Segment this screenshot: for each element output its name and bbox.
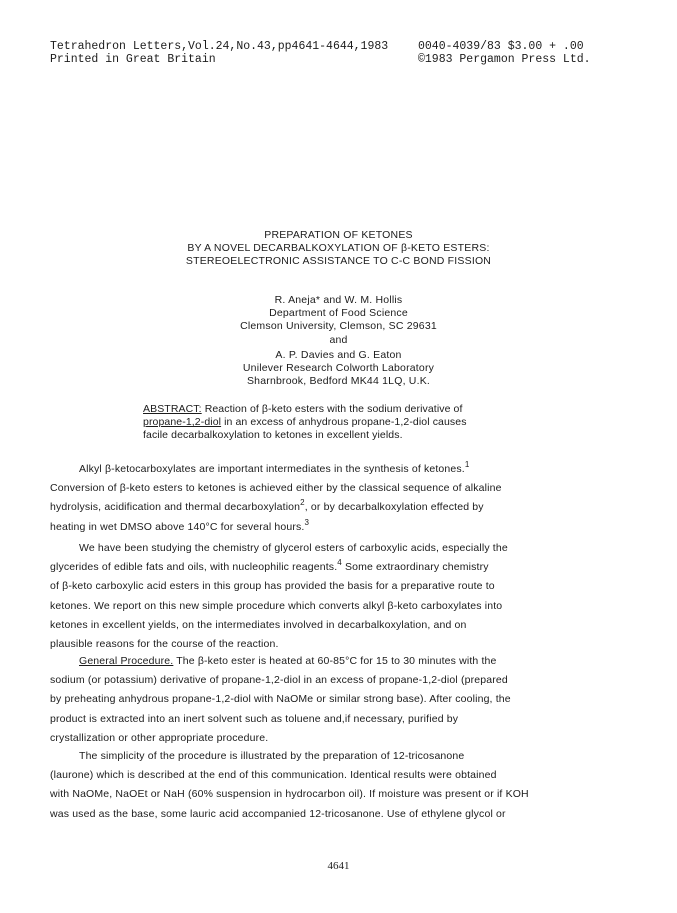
- journal-citation: Tetrahedron Letters,Vol.24,No.43,pp4641-4644,1983: [50, 40, 389, 53]
- title-line-2: BY A NOVEL DECARBALKOXYLATION OF β-KETO ESTERS:: [187, 242, 490, 254]
- and-separator: and: [329, 334, 348, 346]
- affiliation-dept: Department of Food Science: [269, 307, 408, 319]
- abstract: ABSTRACT: Reaction of β-keto esters with the sodium derivative of propane-1,2-diol in an excess of anhydrous propane-1,2-diol causes facile decarbalkoxylation to ketones in excellent yields.: [143, 403, 467, 441]
- procedure-label: General Procedure.: [79, 655, 174, 667]
- printed-note: Printed in Great Britain: [50, 53, 216, 66]
- page-number: 4641: [327, 860, 350, 872]
- affiliation-univ: Clemson University, Clemson, SC 29631: [240, 320, 437, 332]
- affiliation-address: Sharnbrook, Bedford MK44 1LQ, U.K.: [246, 375, 431, 387]
- paragraph-4: The simplicity of the procedure is illustrated by the preparation of 12-tricosanone (laurone) which is described at the end of this communication. Identical results were obtained with NaOMe, NaOEt or NaH (60% suspension in hydrocarbon oil). If moisture was present or if KOH was used as the base, some lauric acid accompanied 12-tricosanone. Use of ethylene glycol or: [50, 750, 529, 820]
- author-names-2: A. P. Davies and G. Eaton: [275, 349, 402, 361]
- title-line-1: PREPARATION OF KETONES: [264, 229, 413, 241]
- affiliation-lab: Unilever Research Colworth Laboratory: [242, 362, 435, 374]
- title-line-3: STEREOELECTRONIC ASSISTANCE TO C-C BOND FISSION: [185, 255, 492, 267]
- copyright: ©1983 Pergamon Press Ltd.: [418, 53, 591, 66]
- paragraph-2: We have been studying the chemistry of glycerol esters of carboxylic acids, especially the glycerides of edible fats and oils, with nucleophilic reagents.$^4$ Some extraordinary chemistry of β-keto carboxylic acid esters in this group has provided the basis for a preparative route to ketones. We report on this new simple procedure which converts alkyl β-keto carboxylates into ketones in excellent yields, on the intermediates involved in decarbalkoxylation, and on plausible reasons for the course of the reaction.: [50, 542, 508, 650]
- abstract-label: ABSTRACT:: [143, 403, 202, 415]
- paragraph-3: General Procedure. The β-keto ester is heated at 60-85°C for 15 to 30 minutes with the sodium (or potassium) derivative of propane-1,2-diol in an excess of propane-1,2-diol (prepared by preheating anhydrous propane-1,2-diol with NaOMe or similar strong base). After cooling, the product is extracted into an inert solvent such as toluene and,if necessary, purified by crystallization or other appropriate procedure.: [50, 655, 511, 744]
- price-code: 0040-4039/83 $3.00 + .00: [418, 40, 584, 53]
- author-names-1: R. Aneja* and W. M. Hollis: [274, 294, 403, 306]
- paragraph-1: Alkyl β-ketocarboxylates are important intermediates in the synthesis of ketones.$^1$ Conversion of β-keto esters to ketones is achieved either by the classical sequence of alkaline hydrolysis, acidification and thermal decarboxylation$^2$, or by decarbalkoxylation effected by heating in wet DMSO above 140°C for several hours.$^3$: [50, 460, 502, 533]
